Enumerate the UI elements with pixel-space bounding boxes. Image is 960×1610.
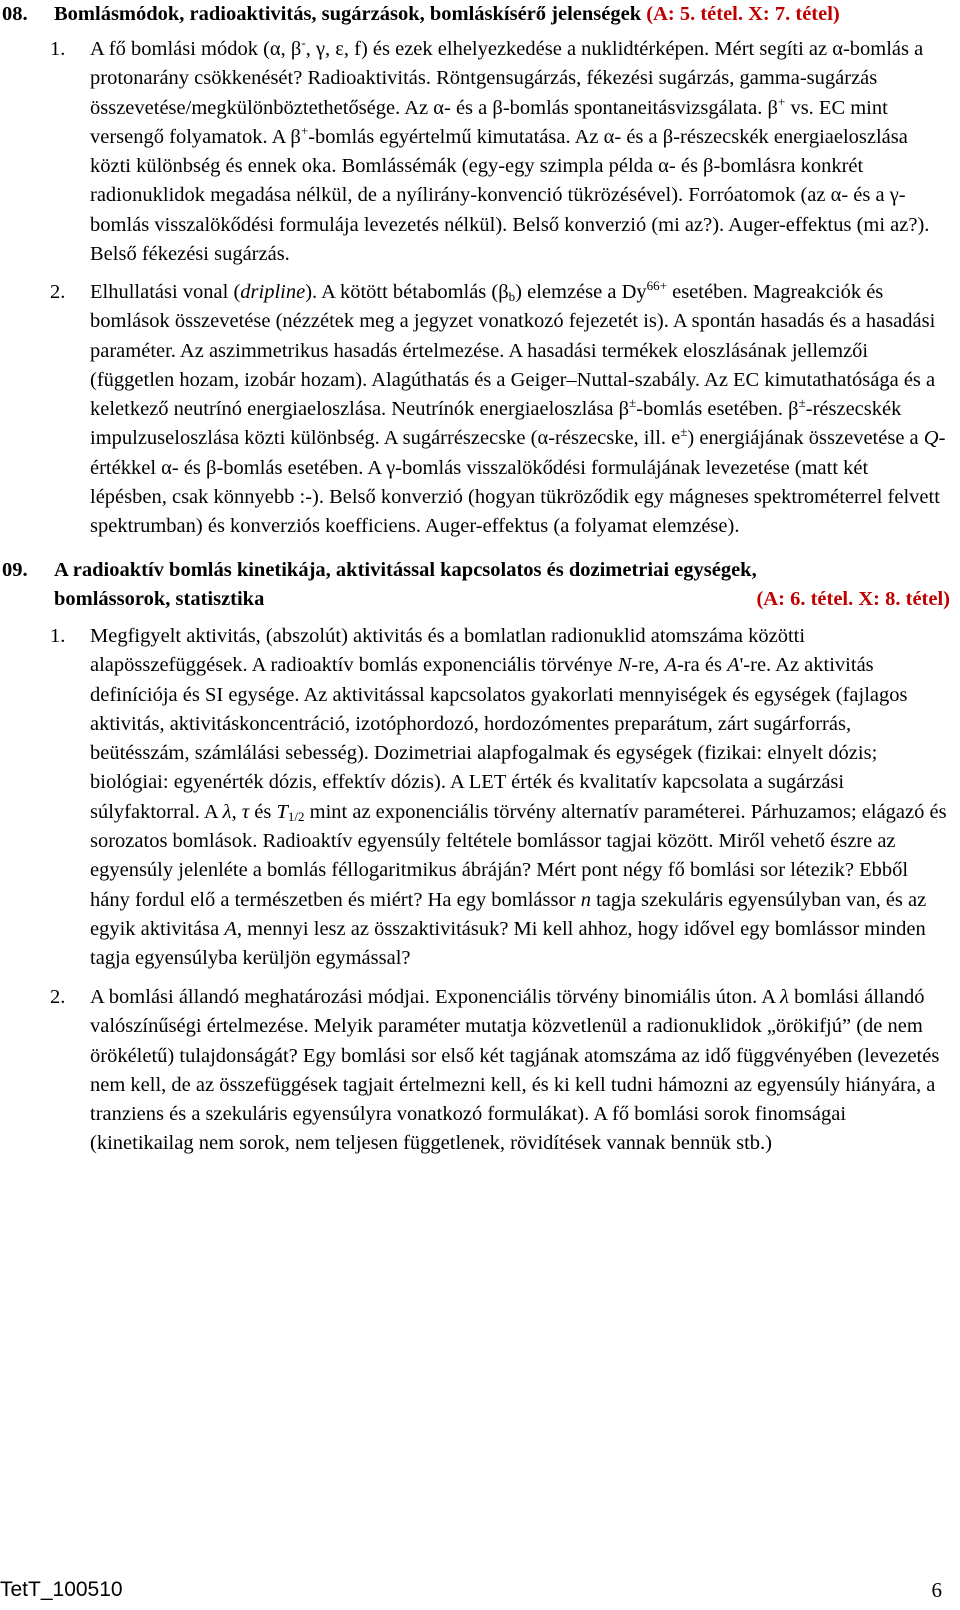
item-text: A bomlási állandó meghatározási módjai. Exponenciális törvény binomiális úton. A λ bomlási állandó valószínűségi értelmezése. Melyik paraméter mutatja közvetlenül a radionuklidok „örökifjú” (de nem örökéletű) tulajdonságát? Egy bomlási sor első két tagjának atomszáma az idő függvényében (levezetés nem kell, de az összefüggések tagjait értelmezni kell, és ki kell tudni hámozni az egyensúly hiányára, a tranziens és a szekuláris egyensúlyra vonatkozó formulákat). A fő bomlási sorok finomságai (kinetikailag nem sorok, nem teljesen függetlenek, rövidítések vannak bennük stb.) — [90, 986, 940, 1155]
item-number: 1. — [50, 625, 66, 647]
footer-page-number: 6 — [931, 1578, 942, 1602]
section-08-number: 08. — [2, 3, 28, 25]
section-08-title: Bomlásmódok, radioaktivitás, sugárzások, bomláskísérő jelenségek — [54, 3, 642, 25]
section-08-item-1 — [50, 35, 950, 269]
item-number: 1. — [50, 38, 66, 60]
section-08-reference: (A: 5. tétel. X: 7. tétel) — [646, 3, 840, 25]
section-09-reference: (A: 6. tétel. X: 8. tétel) — [756, 588, 950, 610]
section-08-title-block — [54, 0, 950, 29]
section-09-item-1 — [50, 622, 950, 974]
section-09-title-line-2 — [54, 585, 950, 614]
item-number: 2. — [50, 281, 66, 303]
footer-document-id: TetT_100510 — [0, 1578, 123, 1601]
section-09-number: 09. — [2, 559, 28, 581]
section-09-item-2 — [50, 983, 950, 1159]
item-text: Megfigyelt aktivitás, (abszolút) aktivitás és a bomlatlan radionuklid atomszáma közötti alapösszefüggések. A radioaktív bomlás exponenciális törvénye N-re, A-ra és A'-re. Az aktivitás definíciója és SI egysége. Az aktivitással kapcsolatos gyakorlati mennyiségek és egységek (fajlagos aktivitás, aktivitáskoncentráció, izotóphordozó, hordozómentes preparátum, zárt sugárforrás, beütésszám, számlálási sebesség). Dozimetriai alapfogalmak és egységek (fizikai: elnyelt dózis; biológiai: egyenérték dózis, effektív dózis). A LET érték és kvalitatív kapcsolata a sugárzási súlyfaktorral. A λ, τ és $T_{1/2}$ mint az exponenciális törvény alternatív paraméterei. Párhuzamos; elágazó és sorozatos bomlások. Radioaktív egyensúly feltétele bomlássor tagjai között. Miről vehető észre az egyensúly jelenléte a bomlás féllogaritmikus ábráján? Mért pont négy fő bomlási sor létezik? Ebből hány fordul elő a természetben és miért? Ha egy bomlássor n tagja szekuláris egyensúlyban van, és az egyik aktivitása A, mennyi lesz az összaktivitásuk? Mi kell ahhoz, hogy idővel egy bomlássor minden tagja egyensúlyba kerüljön egymással? — [90, 625, 947, 970]
item-text: Elhullatási vonal (dripline). A kötött bétabomlás $(\beta_b)$ elemzése a $Dy^{66+}$ esetében. Magreakciók és bomlások összevetése (nézzétek meg a jegyzet vonatkozó fejezetét is). A spontán hasadás és a hasadási paraméter. Az aszimmetrikus hasadás értelmezése. A hasadási termékek eloszlásának jellemzői (független hozam, izobár hozam). Alagúthatás és a Geiger–Nuttal-szabály. Az EC kimutathatósága és a keletkező neutrínó energiaeloszlása. Neutrínók energiaeloszlása β±-bomlás esetében. β±-részecskék impulzuseloszlása közti különbség. A sugárrészecske (α-részecske, ill. e±) energiájának összevetése a Q-értékkel α- és β-bomlás esetében. A γ-bomlás visszalökődési formulájának levezetése (matt két lépésben, csak könnyebb :-). Belső konverzió (hogyan tükröződik egy mágneses spektrométerrel felvett spektrumban) és konverziós koefficiens. Auger-effektus (a folyamat elemzése). — [90, 278, 946, 538]
section-08-item-2 — [50, 278, 950, 542]
item-text: A fő bomlási módok (α, β-, γ, ε, f) és ezek elhelyezkedése a nuklidtérképen. Mért segíti az α-bomlás a protonarány csökkenését? Radioaktivitás. Röntgensugárzás, fékezési sugárzás, gamma-sugárzás összevetése/megkülönböztethetősége. Az α- és a β-bomlás spontaneitásvizsgálata. β+ vs. EC mint versengő folyamatok. A β+-bomlás egyértelmű kimutatása. Az α- és a β-részecskék energiaeloszlása közti különbség és ennek oka. Bomlássémák (egy-egy szimpla példa α- és β-bomlásra konkrét radionuklidok megadása nélkül, de a nyílirány-konvenció tükrözésével). Forróatomok (az α- és a γ-bomlás visszalökődési formulája levezetés nélkül). Belső konverzió (mi az?). Auger-effektus (mi az?). Belső fékezési sugárzás. — [90, 35, 930, 266]
section-09-title-line-2-text: bomlássorok, statisztika — [54, 588, 265, 610]
section-09-title-line-1: A radioaktív bomlás kinetikája, aktivitással kapcsolatos és dozimetriai egységek, — [54, 559, 757, 581]
section-09-title-block — [54, 556, 950, 614]
item-number: 2. — [50, 986, 66, 1008]
section-08-heading — [2, 0, 950, 29]
